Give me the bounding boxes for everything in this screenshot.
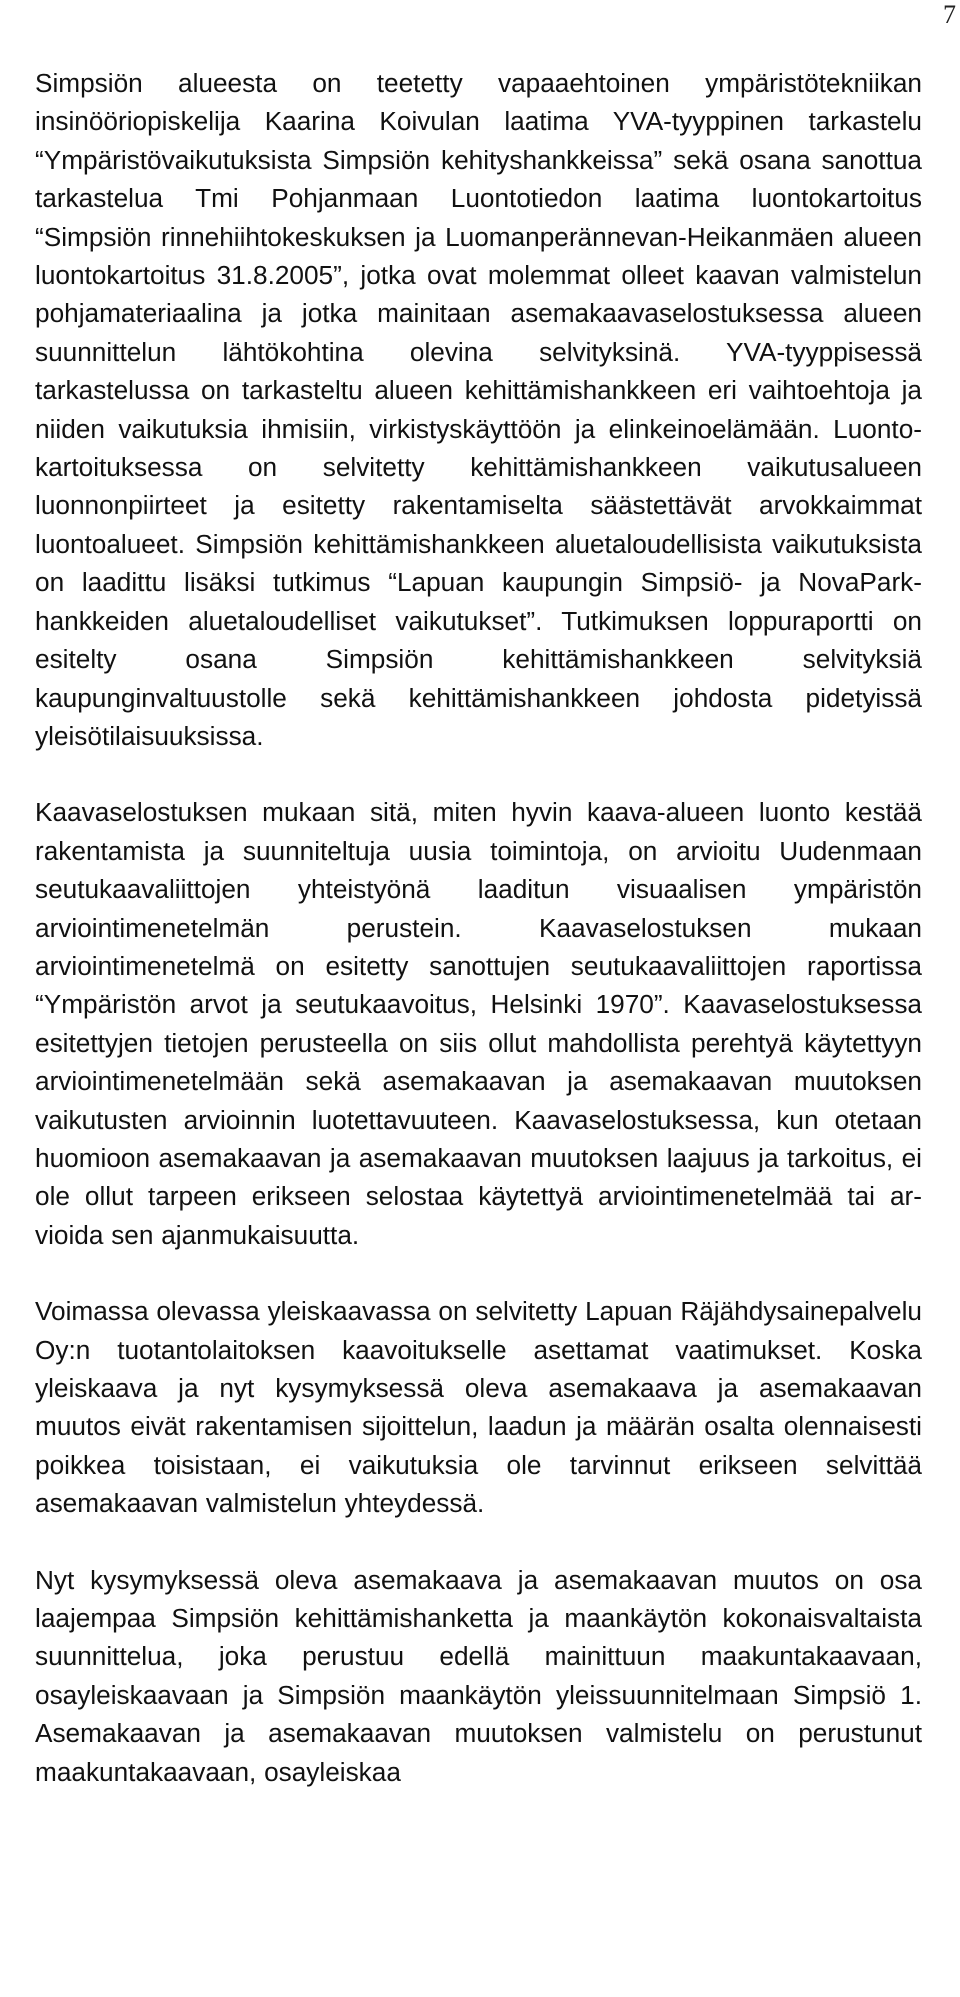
document-body xyxy=(35,64,922,1791)
paragraph-development-project: Nyt kysymyksessä oleva asemakaava ja asemakaavan muutos on osa laajempaa Simpsiön kehittämishanketta ja maankäytön kokonaisvaltaista suunnittelua, joka perustuu edellä mainittuun maakuntakaavaan, osayleiskaavaan ja Simpsiön maankäytön yleissuunnitelmaan Simpsiö 1. Asemakaavan ja asemakaavan muutoksen valmistelu on perustunut maakuntakaavaan, osayleiskaa xyxy=(35,1564,922,1787)
page-number: 7 xyxy=(943,0,956,29)
paragraph-general-plan: Voimassa olevassa yleiskaavassa on selvitetty Lapuan Räjähdysainepalvelu Oy:n tuotantolaitoksen kaavoitukselle asettamat vaatimukset. Koska yleiskaava ja nyt kysymyksessä oleva asemakaava ja asemakaavan muutos eivät rakentamisen sijoittelun, laadun ja määrän osalta olennaisesti poikkea toisistaan, ei vaikutuksia ole tarvinnut erikseen selvittää asemakaavan valmistelun yhteydessä. xyxy=(35,1296,922,1519)
paragraph-environmental-studies: Simpsiön alueesta on teetetty vapaaehtoinen ympäristötekniikan insinööriopiskelija Kaarina Koivulan laatima YVA-tyyppinen tarkastelu “Ympäristövaikutuksista Simpsiön kehityshankkeissa” sekä osana sanottua tarkastelua Tmi Pohjanmaan Luontotiedon laatima luontokartoitus “Simpsiön rinnehiihtokeskuksen ja Luomanperännevan-Heikanmäen alueen luontokartoitus 31.8.2005”, jotka ovat molemmat olleet kaavan valmistelun pohjamateriaalina ja jotka mainitaan asemakaavaselostuksessa alueen suunnittelun lähtökohtina olevina selvityksinä. YVA-tyyppisessä tarkastelussa on tarkasteltu alueen kehittämishankkeen eri vaihtoehtoja ja niiden vaikutuksia ihmisiin, virkistyskäyttöön ja elinkeinoelämään. Luontokartoituksessa on selvitetty kehittämishankkeen vaikutusalueen luonnonpiirteet ja esitetty rakentamiselta säästettävät arvokkaimmat luontoalueet. Simpsiön kehittämishankkeen aluetaloudellisista vaikutuksista on laadittu lisäksi tutkimus “Lapuan kaupungin Simpsiö- ja NovaPark-hankkeiden aluetaloudelliset vaikutukset”. Tutkimuksen loppuraportti on esitelty osana Simpsiön kehittämishankkeen selvityksiä kaupunginvaltuustolle sekä kehittämishankkeen johdosta pidetyissä yleisötilaisuuksissa. xyxy=(35,68,922,751)
paragraph-assessment-method: Kaavaselostuksen mukaan sitä, miten hyvin kaava-alueen luonto kestää rakentamista ja suunniteltuja uusia toimintoja, on arvioitu Uudenmaan seutukaavaliittojen yhteistyönä laaditun visuaalisen ympäristön arviointimenetelmän perustein. Kaavaselostuksen mukaan arviointimenetelmä on esitetty sanottujen seutukaavaliittojen raportissa “Ympäristön arvot ja seutukaavoitus, Helsinki 1970”. Kaavaselostuksessa esitettyjen tietojen perusteella on siis ollut mahdollista perehtyä käytettyyn arviointimenetelmään sekä asemakaavan ja asemakaavan muutoksen vaikutusten arvioinnin luotettavuuteen. Kaavaselostuksessa, kun otetaan huomioon asemakaavan ja asemakaavan muutoksen laajuus ja tarkoitus, ei ole ollut tarpeen erikseen selostaa käytettyä arviointimenetelmää tai arvioida sen ajanmukaisuutta. xyxy=(35,797,922,1250)
